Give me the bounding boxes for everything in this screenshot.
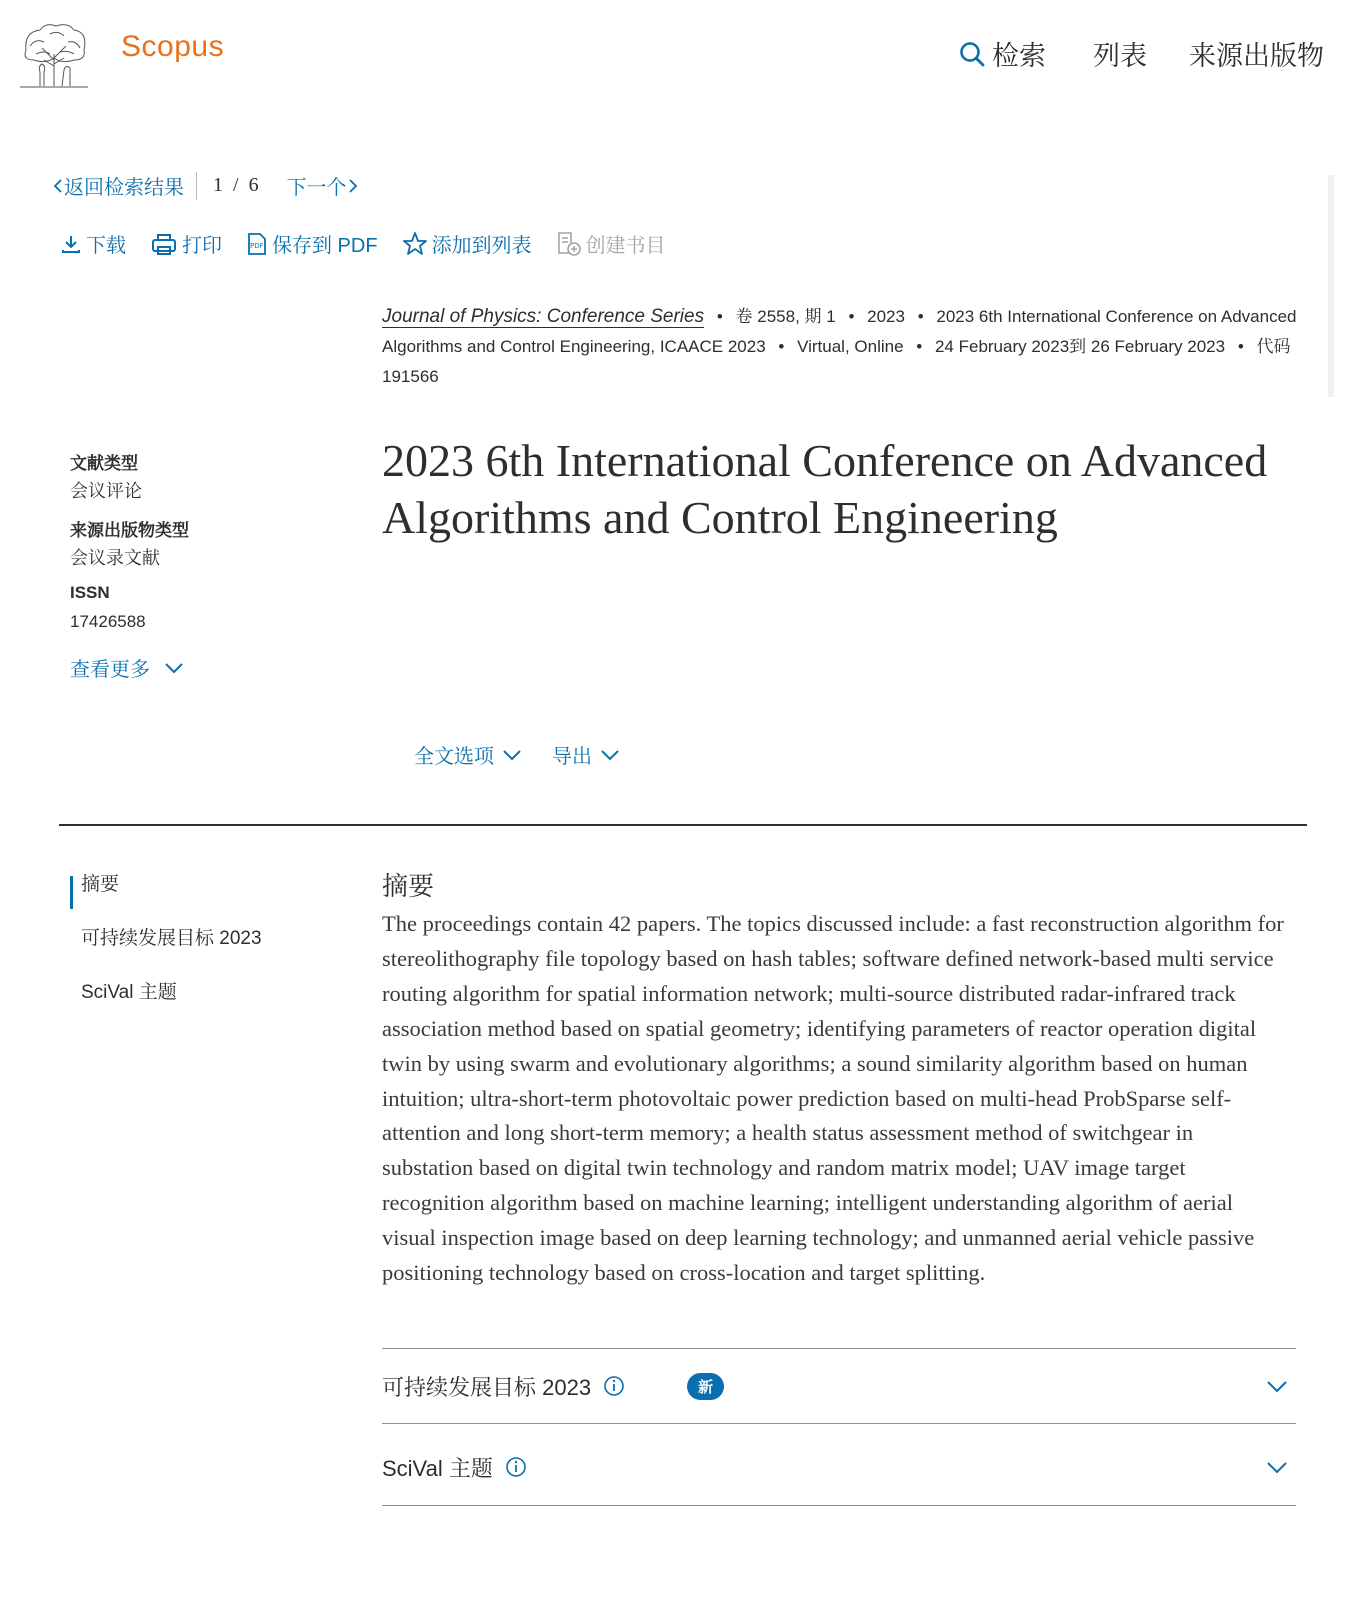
bullet: • (716, 307, 723, 326)
next-result-link[interactable] (287, 171, 359, 200)
tab-scival[interactable]: SciVal 主题 (81, 982, 177, 1003)
pdf-icon (246, 232, 268, 256)
accordion-divider (382, 1505, 1296, 1506)
chevron-left-icon (52, 178, 64, 194)
new-badge: 新 (687, 1373, 724, 1400)
print-label: 打印 (182, 235, 222, 257)
svg-text:PDF: PDF (250, 241, 264, 250)
back-to-results-link[interactable] (52, 171, 184, 200)
download-icon (60, 233, 82, 255)
doc-type-label: 文献类型 (70, 454, 138, 473)
nav-sources[interactable] (1189, 34, 1324, 73)
add-to-list-button[interactable] (402, 229, 532, 258)
pager-slash: / (233, 174, 239, 196)
star-icon (402, 231, 428, 257)
nav-lists-label: 列表 (1093, 41, 1147, 71)
chevron-down-icon (164, 661, 184, 675)
save-pdf-label: 保存到 PDF (272, 235, 378, 257)
issn-value: 17426588 (70, 612, 146, 631)
tab-sdg[interactable]: 可持续发展目标 2023 (81, 928, 262, 949)
section-divider (59, 824, 1307, 826)
journal-link[interactable]: Journal of Physics: Conference Series (382, 306, 705, 327)
pager-current: 1 (213, 174, 223, 196)
options-row (414, 740, 650, 769)
sdg-accordion-label: 可持续发展目标 2023 (382, 1374, 592, 1400)
scival-accordion-label: SciVal 主题 (382, 1455, 493, 1481)
sdg-accordion[interactable] (382, 1362, 1296, 1410)
document-title: 2023 6th International Conference on Advanced Algorithms and Control Engineering (382, 435, 1268, 543)
export-label: 导出 (552, 746, 592, 768)
bullet: • (916, 337, 923, 356)
bullet: • (848, 307, 855, 326)
accordion-divider (382, 1423, 1296, 1424)
create-bibliography-button[interactable] (556, 229, 666, 258)
bullet: • (778, 337, 785, 356)
issn-label: ISSN (70, 583, 110, 602)
next-result-label: 下一个 (286, 177, 347, 199)
scroll-edge (1328, 175, 1334, 397)
volume-issue: 卷 2558, 期 1 (735, 307, 836, 326)
elsevier-logo[interactable] (16, 20, 92, 90)
see-more-label: 查看更多 (70, 659, 150, 681)
export-dropdown[interactable] (552, 740, 620, 769)
conference-dates: 24 February 2023到 26 February 2023 (934, 337, 1226, 356)
chevron-down-icon (502, 748, 522, 762)
chevron-right-icon (347, 178, 359, 194)
tab-abstract[interactable]: 摘要 (81, 874, 120, 895)
full-text-options-dropdown[interactable] (414, 740, 522, 769)
create-bibliography-label: 创建书目 (585, 235, 666, 257)
conference-name: 2023 6th International Conference on Advanced Algorithms and Control Engineering, ICAACE 2023 (382, 307, 1297, 356)
print-button[interactable] (150, 229, 222, 258)
abstract-heading: 摘要 (382, 871, 435, 901)
conference-location: Virtual, Online (797, 337, 904, 356)
scopus-brand[interactable]: Scopus (121, 30, 225, 63)
nav-lists[interactable] (1093, 34, 1147, 73)
abstract-text: The proceedings contain 42 papers. The topics discussed include: a fast reconstruction algorithm for stereolithography file topology based on hash tables; software defined network-based multi service routing algorithm for spatial information network; multi-source distributed radar-infrared track association method based on spatial geometry; identifying parameters of reactor operation digital twin by using swarm and evolutionary algorithms; a sound similarity algorithm based on human intuition; ultra-short-term photovoltaic power prediction based on multi-head ProbSparse self-attention and long short-term memory; a health status assessment method of switchgear in substation based on digital twin technology and random matrix model; UAV image target recognition algorithm based on machine learning; intelligent understanding algorithm of aerial visual inspection image based on deep learning technology; and unmanned aerial vehicle passive positioning technology based on cross-location and target splitting. (382, 911, 1284, 1286)
bibliography-icon (556, 231, 582, 257)
source-type-value: 会议录文献 (70, 548, 160, 568)
scival-accordion[interactable] (382, 1443, 1296, 1491)
save-pdf-button[interactable] (246, 229, 378, 258)
info-icon[interactable] (603, 1375, 625, 1397)
chevron-down-icon (600, 748, 620, 762)
conference-code: 191566 (382, 367, 439, 386)
nav-search[interactable] (958, 34, 1046, 73)
accordion-divider (382, 1348, 1296, 1349)
result-navigation (52, 171, 359, 200)
print-icon (150, 232, 178, 256)
pager-total: 6 (248, 174, 259, 196)
chevron-down-icon (1266, 1460, 1288, 1474)
active-tab-indicator (70, 876, 73, 909)
doc-type-value: 会议评论 (70, 481, 142, 501)
see-more-toggle[interactable] (70, 653, 184, 682)
nav-search-label: 检索 (992, 41, 1046, 71)
nav-sources-label: 来源出版物 (1189, 41, 1324, 71)
source-type-label: 来源出版物类型 (70, 521, 189, 540)
full-text-options-label: 全文选项 (414, 746, 494, 768)
search-icon (958, 40, 986, 68)
chevron-down-icon (1266, 1379, 1288, 1393)
download-button[interactable] (60, 229, 126, 258)
separator (196, 172, 197, 200)
bullet: • (917, 307, 924, 326)
document-actions (60, 229, 690, 258)
source-year: 2023 (867, 307, 905, 326)
info-icon[interactable] (505, 1456, 527, 1478)
source-info (382, 302, 1297, 392)
back-to-results-label: 返回检索结果 (64, 177, 184, 199)
conference-code-label: 代码 (1256, 337, 1291, 356)
add-to-list-label: 添加到列表 (431, 235, 532, 257)
download-label: 下载 (86, 235, 126, 257)
bullet: • (1237, 337, 1244, 356)
